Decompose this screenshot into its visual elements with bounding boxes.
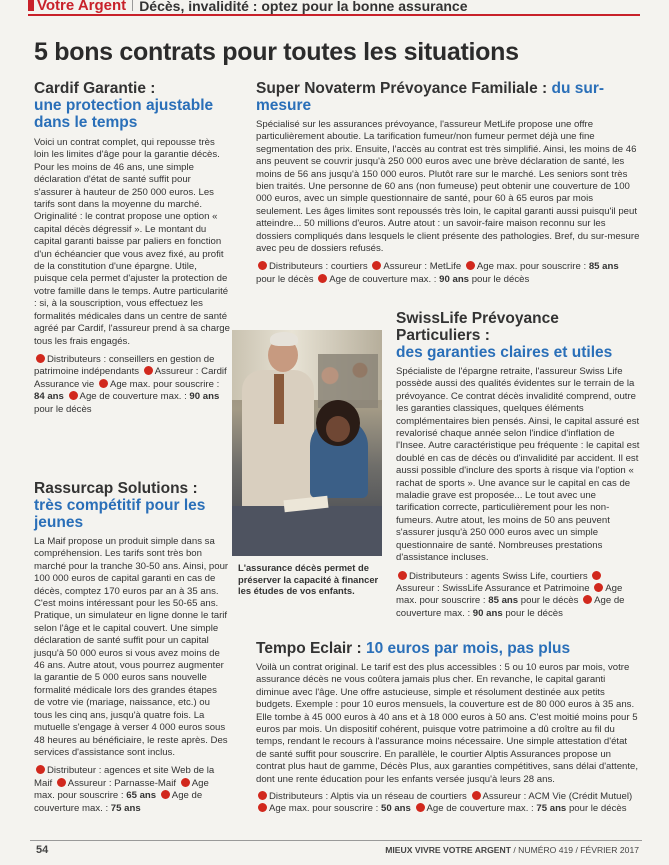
page-title: 5 bons contrats pour toutes les situations bbox=[34, 38, 519, 66]
section-header bbox=[28, 0, 628, 14]
article-swisslife bbox=[396, 310, 640, 620]
bullet-icon bbox=[99, 379, 108, 388]
bullet-icon bbox=[181, 778, 190, 787]
cardif-insurer: Assureur : Cardif Assurance vie bbox=[34, 366, 227, 390]
cardif-name: Cardif Garantie : bbox=[34, 80, 156, 97]
novaterm-name: Super Novaterm Prévoyance Familiale : bbox=[256, 80, 548, 97]
tempo-body: Voilà un contrat original. Le tarif est des plus accessibles : 5 ou 10 euros par mois, votre assurance décès ne vous coûtera jamais plus cher. En revanche, le capital garanti diminue avec l'âge. Une offre astucieuse, simple et résolument destinée aux petits budgets. Exemple : pour 10 euros mensuels, la couverture est de 80 000 euros à 35 ans. Elle tombe à 45 000 euros à 40 ans et à 18 000 euros à 50 ans. C'est moitié moins pour 5 euros par mois. Un dispositif cohérent, puisque votre patrimoine a dû croître au fil du temps, rendant le recours à l'assurance moins nécessaire. Une simple attestation d'état de santé suffit pour souscrire. En parallèle, le courtier Alptis Assurances propose un contrat plus haut de gamme, Décès Plus, aux garanties compétitives, sans délai d'attente, dont une rente éducation pour les enfants versée jusqu'à leurs 28 ans. bbox=[256, 662, 639, 785]
cardif-age-cov: 90 ans bbox=[189, 391, 220, 403]
students-teacher-photo bbox=[232, 330, 382, 556]
novaterm-tagline: du sur-mesure bbox=[256, 80, 605, 114]
cardif-age-max-label: Age max. pour souscrire : bbox=[109, 378, 220, 390]
tempo-distributors: Distributeurs : Alptis via un réseau de courtiers bbox=[269, 791, 467, 803]
swisslife-age-max: 85 ans bbox=[488, 595, 519, 607]
article-tempo bbox=[256, 640, 640, 816]
cardif-age-cov-suffix: pour le décès bbox=[34, 403, 92, 415]
novaterm-facts bbox=[256, 261, 640, 286]
header-divider bbox=[132, 0, 133, 11]
issue-info: / NUMÉRO 419 / FÉVRIER 2017 bbox=[513, 845, 639, 855]
rassurcap-age-max-label: Age max. pour souscrire : bbox=[34, 777, 209, 802]
bullet-icon bbox=[57, 778, 66, 787]
swisslife-age-max-label: Age max. pour souscrire : bbox=[396, 582, 623, 607]
rubric-marker bbox=[28, 0, 34, 11]
bullet-icon bbox=[36, 354, 45, 363]
footer-rule bbox=[30, 840, 642, 841]
rassurcap-distributors: Distributeur : agences et site Web de la Maif bbox=[34, 765, 215, 789]
cardif-age-max: 84 ans bbox=[34, 391, 64, 403]
swisslife-age-cov-suffix: pour le décès bbox=[505, 607, 563, 619]
swisslife-tagline: des garanties claires et utiles bbox=[396, 344, 613, 361]
rassurcap-heading bbox=[34, 480, 230, 531]
bullet-icon bbox=[472, 791, 481, 800]
header-rule bbox=[28, 14, 640, 16]
cardif-heading bbox=[34, 80, 230, 131]
novaterm-body: Spécialisé sur les assurances prévoyance, l'assureur MetLife propose une offre particulièrement aboutie. La tarification fumeur/non fumeur permet déjà une fine segmentation des prix. Ensuite, l'accès au contrat est très simplifié. Ainsi, les moins de 46 ans peuvent se couvrir jusqu'à 250 000 euros avec une brève déclaration de santé, les moins de 56 ans jusqu'à 150 000 euros. Plutôt rare sur le marché. Les seniors sont très bien traités. Une personne de 60 ans (non fumeuse) peut obtenir une couverture de 100 000 euros, avec un simple questionnaire de santé, pour 60 à 65 euros par mois seulement. Les âges limites sont repoussés très loin, le capital garanti aussi puisqu'il peut atteindre... 50 millions d'euros. Autre atout : un savoir-faire maison reconnu sur les dossiers compliqués dans lesquels le client présente des pathologies. Bref, du sur-mesure avec peu de dossiers refusés. bbox=[256, 119, 640, 255]
cardif-body: Voici un contrat complet, qui repousse très loin les limites d'âge pour la garantie décès. Pour les moins de 46 ans, une simple déclaration d'état de santé suffit pour s'assurer à hauteur de 250 000 euros. Les tarifs sont dans la moyenne du marché. Originalité : le contrat propose une option « capital décès dégressif ». Le montant du capital garanti baisse par paliers en fonction d'un échéancier que vous avez fixé, au profit de la constitution d'une épargne. Utile, puisque cela permet d'ajuster la protection de votre famille dans le temps. Autre particularité : si, à la souscription, vous effectuez les formalités médicales dans un centre de santé agréé par Cardif, l'assureur prend à sa charge tous les frais engagés. bbox=[34, 137, 230, 347]
rassurcap-age-max: 65 ans bbox=[126, 790, 157, 802]
bullet-icon bbox=[594, 583, 603, 592]
novaterm-age-max-suffix: pour le décès bbox=[256, 273, 314, 285]
article-rassurcap bbox=[34, 480, 230, 815]
rassurcap-facts bbox=[34, 765, 230, 815]
bullet-icon bbox=[144, 366, 153, 375]
novaterm-age-max: 85 ans bbox=[588, 261, 619, 273]
bullet-icon bbox=[258, 791, 267, 800]
swisslife-heading bbox=[396, 310, 640, 361]
novaterm-age-cov-suffix: pour le décès bbox=[471, 273, 530, 285]
bullet-icon bbox=[466, 261, 475, 270]
tempo-name: Tempo Eclair : bbox=[256, 640, 362, 657]
rassurcap-age-cov-label: Age de couverture max. : bbox=[34, 790, 203, 814]
bullet-icon bbox=[69, 391, 78, 400]
article-novaterm bbox=[256, 80, 640, 286]
magazine-name: MIEUX VIVRE VOTRE ARGENT bbox=[385, 845, 511, 855]
novaterm-insurer: Assureur : MetLife bbox=[383, 261, 462, 273]
tempo-age-cov: 75 ans bbox=[536, 803, 567, 815]
tempo-facts bbox=[256, 791, 640, 816]
tempo-age-max: 50 ans bbox=[380, 803, 411, 815]
footer-publication bbox=[385, 845, 639, 855]
cardif-tagline: une protection ajustable dans le temps bbox=[34, 97, 214, 131]
bullet-icon bbox=[161, 790, 170, 799]
swisslife-age-max-suffix: pour le décès bbox=[520, 595, 579, 607]
rassurcap-name: Rassurcap Solutions : bbox=[34, 480, 198, 497]
novaterm-age-max-label: Age max. pour souscrire : bbox=[476, 261, 587, 273]
tempo-age-cov-suffix: pour le décès bbox=[568, 803, 627, 815]
tempo-age-max-label: Age max. pour souscrire : bbox=[269, 803, 379, 815]
bullet-icon bbox=[36, 765, 45, 774]
swisslife-age-cov: 90 ans bbox=[472, 607, 503, 619]
tempo-heading bbox=[256, 640, 640, 657]
rassurcap-tagline: très compétitif pour les jeunes bbox=[34, 497, 206, 531]
swisslife-distributors: Distributeurs : agents Swiss Life, courtiers bbox=[409, 570, 588, 582]
bullet-icon bbox=[592, 571, 601, 580]
cardif-facts bbox=[34, 354, 230, 416]
swisslife-name: SwissLife Prévoyance Particuliers : bbox=[396, 310, 559, 344]
bullet-icon bbox=[318, 274, 327, 283]
article-cardif bbox=[34, 80, 230, 416]
novaterm-heading bbox=[256, 80, 640, 114]
novaterm-distributors: Distributeurs : courtiers bbox=[269, 261, 368, 273]
rubric-label: Votre Argent bbox=[37, 0, 127, 14]
swisslife-body: Spécialiste de l'épargne retraite, l'assureur Swiss Life possède aussi des qualités évidentes sur le terrain de la prévoyance. Ce contrat décès invalidité comprend, outre les garanties classiques, quelques éléments complémentaires bien pensés. Ainsi, le capital assuré est revalorisé chaque année selon l'indice d'inflation de l'Insee. Autre caractéristique peu fréquente : le capital est doublé en cas de décès ou d'invalidité par accident. Il est aussi possible d'inclure des sports à risque via l'option « rachat de sports ». Une avance sur le capital en cas de maladie grave est proposée... Le tout avec une tarification correcte, particulièrement pour les non-fumeurs. Autre atout, les moins de 50 ans peuvent s'assurer jusqu'à 250 000 euros avec un simple questionnaire de santé. Nombreuses prestations d'assistance incluses. bbox=[396, 366, 640, 564]
swisslife-insurer: Assureur : SwissLife Assurance et Patrimoine bbox=[396, 582, 590, 594]
photo-caption: L'assurance décès permet de préserver la capacité à financer les études de vos enfants. bbox=[238, 562, 379, 597]
bullet-icon bbox=[416, 803, 425, 812]
novaterm-age-cov-label: Age de couverture max. : bbox=[329, 273, 437, 285]
bullet-icon bbox=[258, 261, 267, 270]
rassurcap-insurer: Assureur : Parnasse-Maif bbox=[67, 777, 177, 789]
tempo-age-cov-label: Age de couverture max. : bbox=[426, 803, 534, 815]
section-kicker: Décès, invalidité : optez pour la bonne assurance bbox=[139, 0, 468, 14]
tempo-tagline: 10 euros par mois, pas plus bbox=[365, 640, 571, 657]
cardif-age-cov-label: Age de couverture max. : bbox=[79, 391, 187, 403]
rassurcap-age-cov: 75 ans bbox=[110, 802, 141, 814]
rassurcap-body: La Maif propose un produit simple dans sa compréhension. Les tarifs sont très bon marché pour la tranche 30-50 ans. Ainsi, pour 100 000 euros de capital garanti en cas de décès, comptez 170 euros par an à 35 ans. C'est moins intéressant pour les 50-65 ans. Pratique, un simulateur en ligne donne le tarif selon l'âge et le capital couvert. Une simple déclaration de santé suffit pour un capital jusqu'à 50 000 euros si vous avez moins de 46 ans. Autre atout, vous pourrez augmenter la garantie de 5 000 euros sans nouvelle formalité médicale lors des grandes étapes de votre vie (mariage, naissance, etc.) ou tous les cinq ans, jusqu'à quatre fois. La mutuelle s'engage à verser 4 000 euros sous 48 heures au bénéficiaire, le reste après. Des services d'assistance sont inclus. bbox=[34, 536, 229, 758]
tempo-insurer: Assureur : ACM Vie (Crédit Mutuel) bbox=[482, 791, 633, 803]
bullet-icon bbox=[258, 803, 267, 812]
page-number: 54 bbox=[36, 844, 49, 856]
bullet-icon bbox=[583, 595, 592, 604]
cardif-distributors: Distributeurs : conseillers en gestion de patrimoine indépendants bbox=[34, 353, 215, 378]
novaterm-age-cov: 90 ans bbox=[439, 273, 470, 285]
swisslife-facts bbox=[396, 571, 640, 621]
bullet-icon bbox=[398, 571, 407, 580]
bullet-icon bbox=[372, 261, 381, 270]
swisslife-age-cov-label: Age de couverture max. : bbox=[396, 595, 625, 619]
